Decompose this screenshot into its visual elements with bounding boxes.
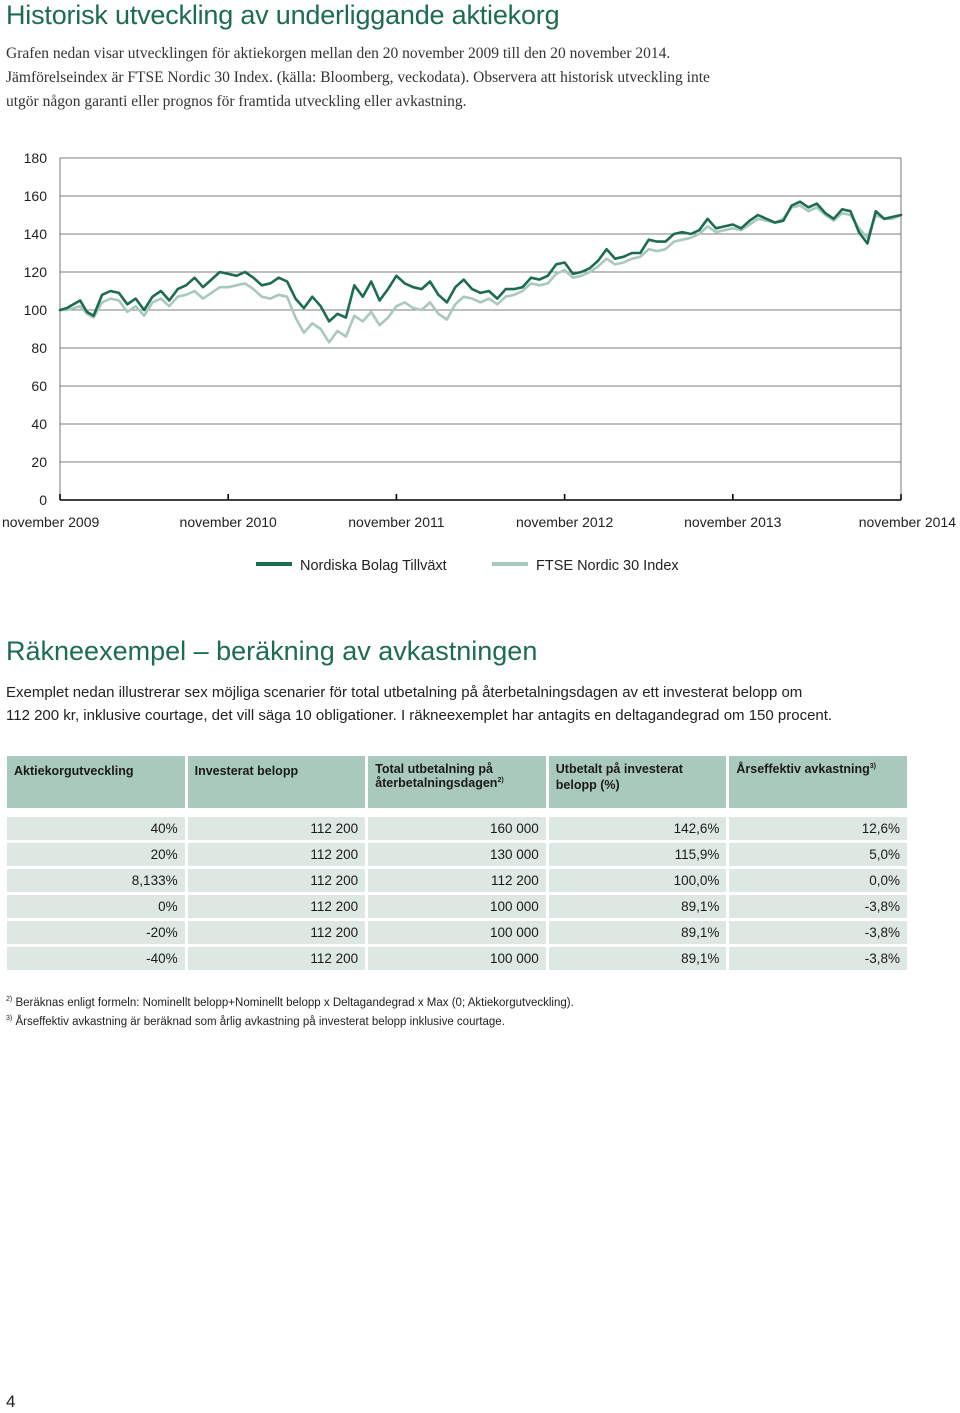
results-table [4, 756, 910, 970]
y-tick-label: 80 [31, 340, 47, 356]
table-cell: 8,133% [7, 866, 185, 892]
table-cell: 89,1% [549, 944, 727, 970]
table-cell: 112 200 [188, 866, 366, 892]
x-tick-label: november 2010 [179, 514, 277, 530]
table-cell: 112 200 [188, 892, 366, 918]
table-cell: 89,1% [549, 892, 727, 918]
table-cell: 130 000 [368, 840, 546, 866]
column-header: Årseffektiv avkastning$^{3)}$ [729, 756, 907, 808]
table-cell: -20% [7, 918, 185, 944]
legend-swatch [492, 562, 528, 566]
table-cell: 115,9% [549, 840, 727, 866]
y-tick-label: 60 [31, 378, 47, 394]
y-tick-label: 0 [39, 492, 47, 508]
table-cell: 20% [7, 840, 185, 866]
y-tick-label: 120 [23, 264, 47, 280]
y-tick-label: 100 [23, 302, 47, 318]
column-header: Aktiekorgutveckling [7, 756, 185, 808]
legend-item-series2 [492, 558, 679, 574]
table-cell: 112 200 [188, 840, 366, 866]
table-cell: 100 000 [368, 918, 546, 944]
table-cell: 112 200 [188, 814, 366, 840]
table-cell: 0,0% [729, 866, 907, 892]
y-tick-label: 180 [23, 150, 47, 166]
intro-line: utgör någon garanti eller prognos för framtida utveckling eller avkastning. [6, 93, 467, 110]
table-cell: 100,0% [549, 866, 727, 892]
table-row [7, 866, 907, 892]
table-cell: 40% [7, 814, 185, 840]
table-cell: 5,0% [729, 840, 907, 866]
table-cell: 112 200 [368, 866, 546, 892]
intro-line: Jämförelseindex är FTSE Nordic 30 Index. (källa: Bloomberg, veckodata). Observera att historisk utveckling inte [6, 69, 710, 86]
table-cell: 112 200 [188, 918, 366, 944]
table-cell: -40% [7, 944, 185, 970]
x-tick-label: november 2012 [515, 514, 614, 530]
table-cell: -3,8% [729, 892, 907, 918]
legend-item-series1 [256, 558, 447, 574]
y-tick-label: 160 [23, 188, 47, 204]
table-cell: 12,6% [729, 814, 907, 840]
table-cell: 142,6% [549, 814, 727, 840]
y-tick-label: 40 [31, 416, 47, 432]
table-cell: 100 000 [368, 892, 546, 918]
y-tick-label: 20 [31, 454, 47, 470]
table-cell: 89,1% [549, 918, 727, 944]
table-cell: 0% [7, 892, 185, 918]
performance-chart [0, 140, 960, 540]
intro-line: Grafen nedan visar utvecklingen för aktiekorgen mellan den 20 november 2009 till den 20 november 2014. [6, 45, 671, 62]
table-cell: -3,8% [729, 944, 907, 970]
table-header-row [7, 756, 907, 808]
series-line-2 [60, 206, 901, 343]
page-title: Historisk utveckling av underliggande aktiekorg [6, 0, 560, 30]
legend-label: FTSE Nordic 30 Index [536, 558, 679, 574]
x-tick-label: november 2014 [858, 514, 956, 530]
x-tick-label: november 2011 [348, 514, 445, 530]
footnote-2: $^{2)}$ Beräknas enligt formeln: Nominellt belopp+Nominellt belopp x Deltagandegrad x Max (0; Aktiekorgutveckling). [6, 996, 574, 1009]
table-row [7, 814, 907, 840]
table-cell: 112 200 [188, 944, 366, 970]
table-cell: -3,8% [729, 918, 907, 944]
column-header: Utbetalt på investerat belopp (%) [549, 756, 727, 808]
column-header: Total utbetalning på återbetalningsdagen$^{2)}$ [368, 756, 546, 808]
x-tick-label: november 2013 [684, 514, 782, 530]
page-number: 4 [6, 1392, 16, 1411]
intro-text [6, 42, 946, 114]
intro-line: Exemplet nedan illustrerar sex möjliga scenarier för total utbetalning på återbetalningsdagen av ett investerat belopp om [6, 684, 803, 701]
legend-label: Nordiska Bolag Tillväxt [300, 558, 447, 574]
section-intro [6, 681, 946, 727]
legend-swatch [256, 562, 292, 566]
footnote-3: $^{3)}$ Årseffektiv avkastning är beräknad som årlig avkastning på investerat belopp inklusive courtage. [6, 1015, 505, 1028]
x-tick-label: november 2009 [2, 514, 100, 530]
table-row [7, 944, 907, 970]
table-row [7, 892, 907, 918]
y-tick-label: 140 [23, 226, 47, 242]
table-row [7, 918, 907, 944]
section-title: Räkneexempel – beräkning av avkastningen [6, 636, 538, 666]
intro-line: 112 200 kr, inklusive courtage, det vill säga 10 obligationer. I räkneexemplet har antagits en deltagandegrad om 150 procent. [6, 707, 833, 724]
table-row [7, 840, 907, 866]
column-header: Investerat belopp [188, 756, 366, 808]
table-cell: 100 000 [368, 944, 546, 970]
table-cell: 160 000 [368, 814, 546, 840]
